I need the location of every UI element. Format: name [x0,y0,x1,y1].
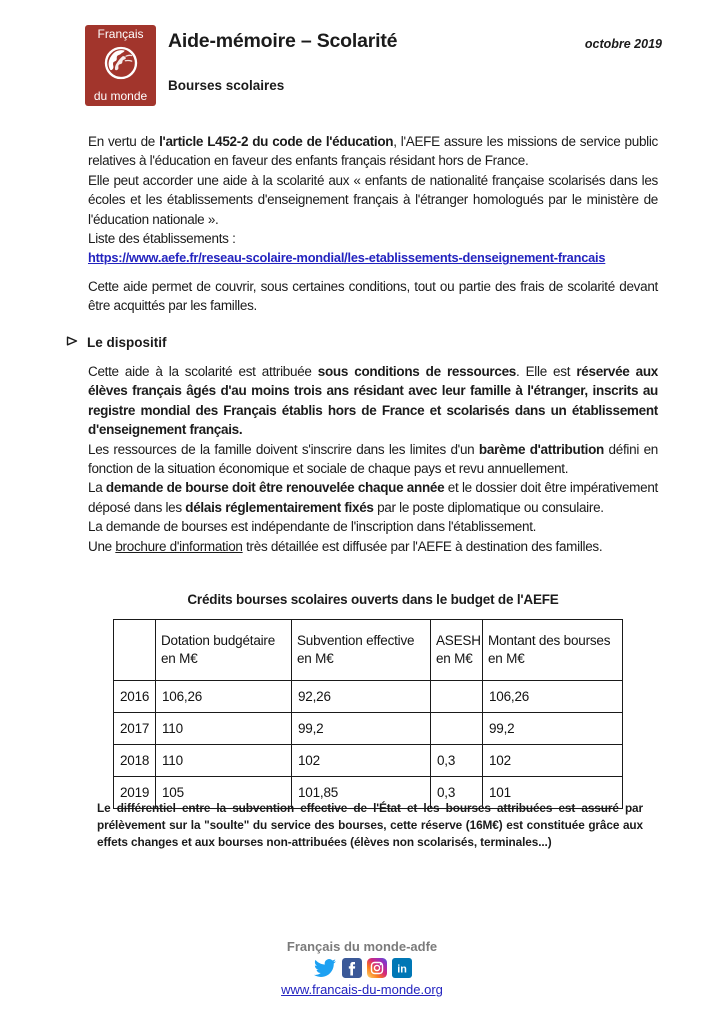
table-title: Crédits bourses scolaires ouverts dans le budget de l'AEFE [187,592,559,607]
table-cell: 101,85 [292,777,431,809]
text-segment: Une [88,538,116,554]
text-segment: défini en fonction de la situation économique et sociale de chaque pays et revu annuellement. [88,441,658,477]
text-segment: Cette aide à la scolarité est attribuée [88,364,318,379]
credits-table [113,619,623,809]
intro-paragraph [88,132,658,268]
linkedin-icon[interactable] [392,958,412,978]
table-cell: 0,3 [431,777,483,809]
text-segment: par le poste diplomatique ou consulaire. [373,499,604,515]
table-row [114,745,623,777]
text-segment: réservée aux élèves français âgés d'au moins trois ans résidant avec leur famille à l'étranger, inscrits au registre mondial des Français établis hors de France et scolarisés dans un établissement d'enseignement français. [88,364,658,438]
logo-text-top: Français [97,27,144,41]
text-segment: Liste des établissements : [88,231,236,247]
instagram-icon[interactable] [367,958,387,978]
dispositif-paragraph [88,362,658,556]
text-segment: La demande de bourses est indépendante de l'inscription dans l'établissement. [88,519,537,535]
globe-icon [101,43,141,88]
table-cell: 102 [292,745,431,777]
table-cell: 102 [483,745,623,777]
text-segment: . Elle est [516,364,577,379]
table-header-cell: Montant des bourses en M€ [483,620,623,681]
arrow-bullet-icon [66,335,78,350]
text-segment: barème d'attribution [478,441,604,457]
table-cell: 105 [156,777,292,809]
aefe-link[interactable]: https://www.aefe.fr/reseau-scolaire-mondial/les-etablissements-denseignement-francais [88,250,606,266]
footer-org-name: Français du monde-adfe [286,939,438,954]
table-cell: 106,26 [483,681,623,713]
table-cell: 110 [156,713,292,745]
text-segment: Elle peut accorder une aide à la scolarité aux « enfants de nationalité française scolarisés dans les écoles et les établissements d'enseignement français à l'étranger homologués par le ministère de l'éducation nationale ». [88,172,658,227]
text-segment: et le dossier doit être impérativement déposé dans les [88,480,658,515]
website-link[interactable]: www.francais-du-monde.org [281,982,443,997]
table-cell: 101 [483,777,623,809]
table-cell: 99,2 [292,713,431,745]
document-footer [0,939,724,999]
coverage-paragraph: Cette aide permet de couvrir, sous certaines conditions, tout ou partie des frais de scolarité devant être acquittés par les familles. [88,279,658,314]
table-cell: 110 [156,745,292,777]
table-cell: 99,2 [483,713,623,745]
section-heading-label: Le dispositif [87,335,167,350]
social-icons-row [0,956,724,980]
francais-du-monde-logo [85,25,156,106]
table-cell: 92,26 [292,681,431,713]
section-heading-dispositif [66,335,167,350]
table-header-cell [114,620,156,681]
text-segment: demande de bourse doit être renouvelée chaque année [105,480,445,496]
text-segment: La [88,480,106,496]
table-header-cell: ASESH en M€ [431,620,483,681]
text-segment: l'article L452-2 du code de l'éducation [159,134,394,149]
table-header-row [114,620,623,681]
twitter-icon[interactable] [313,957,337,979]
text-segment: , l'AEFE assure les missions de service public relatives à l'éducation en faveur des enfants français résidant hors de France. [88,134,658,169]
table-cell [431,681,483,713]
page-subtitle: Bourses scolaires [168,78,285,93]
text-segment: En vertu de [88,134,160,149]
text-segment: délais réglementairement fixés [185,499,374,515]
table-footnote: Le différentiel entre la subvention effective de l'État et les bourses attribuées est assuré par prélèvement sur la "soulte" du service des bourses, cette réserve (16M€) est constituée grâce aux effets changes et aux bourses non-attribuées (élèves non scolarisés, terminales...) [97,801,643,849]
table-cell-year: 2018 [114,745,156,777]
table-header-cell: Dotation budgétaire en M€ [156,620,292,681]
text-segment: brochure d'information [115,538,243,554]
text-segment: Les ressources de la famille doivent s'inscrire dans les limites d'un [88,441,479,457]
table-row [114,681,623,713]
table-cell-year: 2017 [114,713,156,745]
table-cell-year: 2016 [114,681,156,713]
table-header-cell: Subvention effective en M€ [292,620,431,681]
logo-text-bottom: du monde [93,89,148,103]
page-title: Aide-mémoire – Scolarité [168,30,398,52]
facebook-icon[interactable] [342,958,362,978]
table-cell: 0,3 [431,745,483,777]
document-date: octobre 2019 [584,37,662,51]
svg-text:in: in [396,963,407,976]
table-cell-year: 2019 [114,777,156,809]
text-segment: très détaillée est diffusée par l'AEFE à destination des familles. [242,538,603,554]
text-segment: sous conditions de ressources [317,364,516,379]
table-cell: 106,26 [156,681,292,713]
table-cell [431,713,483,745]
table-row [114,713,623,745]
